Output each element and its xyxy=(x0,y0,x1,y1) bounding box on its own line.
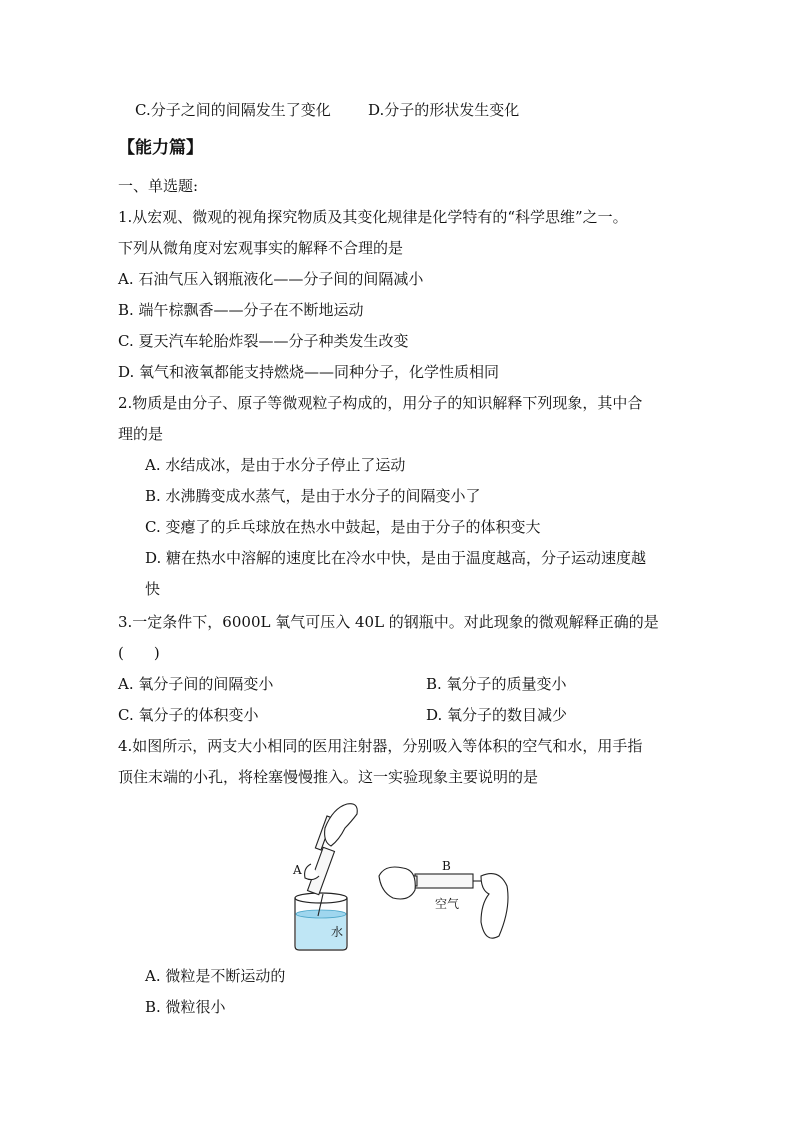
q2-stem-line1: 2.物质是由分子、原子等微观粒子构成的，用分子的知识解释下列现象，其中合 xyxy=(118,394,643,412)
q2-option-b: B. 水沸腾变成水蒸气，是由于水分子的间隔变小了 xyxy=(145,487,481,505)
q3-option-b: B. 氧分子的质量变小 xyxy=(426,675,567,693)
q1-option-c: C. 夏天汽车轮胎炸裂——分子种类发生改变 xyxy=(118,332,409,350)
q2-option-d-line2: 快 xyxy=(145,580,161,598)
q1-stem-line2: 下列从微角度对宏观事实的解释不合理的是 xyxy=(118,239,404,257)
q2-option-c: C. 变瘪了的乒乓球放在热水中鼓起，是由于分子的体积变大 xyxy=(145,518,541,536)
q3-option-a: A. 氧分子间的间隔变小 xyxy=(118,675,274,693)
figure-label-a: A xyxy=(293,863,302,877)
hand-b-right-graphic xyxy=(481,874,508,939)
syringe-illustration xyxy=(285,798,515,958)
q2-stem-line2: 理的是 xyxy=(118,425,164,443)
sub-section-title: 一、单选题: xyxy=(118,177,199,195)
q1-option-a: A. 石油气压入钢瓶液化——分子间的间隔减小 xyxy=(118,270,424,288)
q1-stem-line1: 1.从宏观、微观的视角探究物质及其变化规律是化学特有的“科学思维”之一。 xyxy=(118,208,628,226)
q4-stem-line1: 4.如图所示，两支大小相同的医用注射器，分别吸入等体积的空气和水，用手指 xyxy=(118,737,643,755)
figure-label-b: B xyxy=(442,859,451,873)
hand-a-graphic xyxy=(325,804,358,846)
section-title: 【能力篇】 xyxy=(118,138,203,158)
q3-option-d: D. 氧分子的数目减少 xyxy=(426,706,568,724)
figure-label-water: 水 xyxy=(331,925,344,939)
figure-label-air: 空气 xyxy=(435,897,460,911)
q3-stem-line2: ( ) xyxy=(118,644,160,662)
syringe-experiment-figure xyxy=(285,798,515,958)
q3-stem-line1: 3.一定条件下，6000L 氧气可压入 40L 的钢瓶中。对此现象的微观解释正确的是 xyxy=(118,613,659,631)
q4-stem-line2: 顶住末端的小孔，将栓塞慢慢推入。这一实验现象主要说明的是 xyxy=(118,768,539,786)
q3-option-c: C. 氧分子的体积变小 xyxy=(118,706,259,724)
q4-option-b: B. 微粒很小 xyxy=(145,998,226,1016)
q2-option-a: A. 水结成冰，是由于水分子停止了运动 xyxy=(145,456,406,474)
q2-option-d-line1: D. 糖在热水中溶解的速度比在冷水中快，是由于温度越高，分子运动速度越 xyxy=(145,549,647,567)
option-d-text: D.分子的形状发生变化 xyxy=(368,101,520,119)
hand-b-left-graphic xyxy=(379,867,415,899)
q1-option-b: B. 端午棕飘香——分子在不断地运动 xyxy=(118,301,364,319)
q4-option-a: A. 微粒是不断运动的 xyxy=(145,967,286,985)
q1-option-d: D. 氧气和液氧都能支持燃烧——同种分子，化学性质相同 xyxy=(118,363,500,381)
option-c-text: C.分子之间的间隔发生了变化 xyxy=(135,101,331,119)
